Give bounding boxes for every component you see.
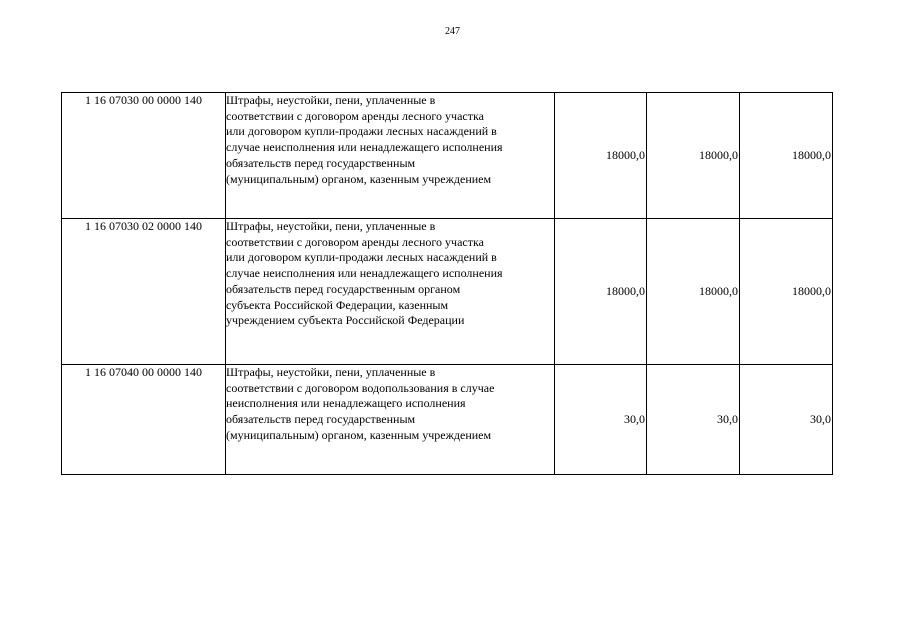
table-row <box>62 93 833 219</box>
table-row <box>62 219 833 365</box>
revenue-name-line: обязательств перед государственным <box>226 412 416 427</box>
page-number: 247 <box>445 26 460 37</box>
revenue-name-line: субъекта Российской Федерации, казенным <box>226 297 449 312</box>
amount-cell-2: 18000,0 <box>647 93 740 219</box>
amount-cell-3: 18000,0 <box>740 93 833 219</box>
revenue-name-line: неисполнения или ненадлежащего исполнения <box>226 396 466 411</box>
revenue-name-line: Штрафы, неустойки, пени, уплаченные в <box>226 365 436 379</box>
revenue-name-line: (муниципальным) органом, казенным учреждением <box>226 427 492 442</box>
revenue-code-cell: 1 16 07030 02 0000 140 <box>62 219 226 365</box>
amount-cell-3: 30,0 <box>740 365 833 475</box>
revenue-name-line: соответствии с договором водопользования в случае <box>226 380 495 395</box>
revenue-code-cell: 1 16 07030 00 0000 140 <box>62 93 226 219</box>
amount-cell-3: 18000,0 <box>740 219 833 365</box>
revenue-name-cell <box>226 93 555 219</box>
revenue-name-line: соответствии с договором аренды лесного участка <box>226 234 484 249</box>
revenue-name-cell <box>226 219 555 365</box>
amount-cell-2: 30,0 <box>647 365 740 475</box>
revenue-name-line: учреждением субъекта Российской Федерации <box>226 313 465 328</box>
revenue-code-cell: 1 16 07040 00 0000 140 <box>62 365 226 475</box>
amount-cell-2: 18000,0 <box>647 219 740 365</box>
revenue-name-line: обязательств перед государственным органом <box>226 281 461 296</box>
revenue-name-line: Штрафы, неустойки, пени, уплаченные в <box>226 93 436 107</box>
revenue-name-line: соответствии с договором аренды лесного участка <box>226 108 484 123</box>
revenue-name-line: (муниципальным) органом, казенным учреждением <box>226 171 492 186</box>
revenue-name-line: случае неисполнения или ненадлежащего исполнения <box>226 140 503 155</box>
revenue-name-line: случае неисполнения или ненадлежащего исполнения <box>226 266 503 281</box>
amount-cell-1: 18000,0 <box>555 93 647 219</box>
amount-cell-1: 30,0 <box>555 365 647 475</box>
revenue-name-cell <box>226 365 555 475</box>
revenue-name-line: обязательств перед государственным <box>226 155 416 170</box>
revenue-name-line: или договором купли-продажи лесных насаждений в <box>226 124 497 139</box>
amount-cell-1: 18000,0 <box>555 219 647 365</box>
table-row <box>62 365 833 475</box>
budget-revenue-table <box>61 92 833 475</box>
revenue-name-line: или договором купли-продажи лесных насаждений в <box>226 250 497 265</box>
revenue-name-line: Штрафы, неустойки, пени, уплаченные в <box>226 219 436 233</box>
